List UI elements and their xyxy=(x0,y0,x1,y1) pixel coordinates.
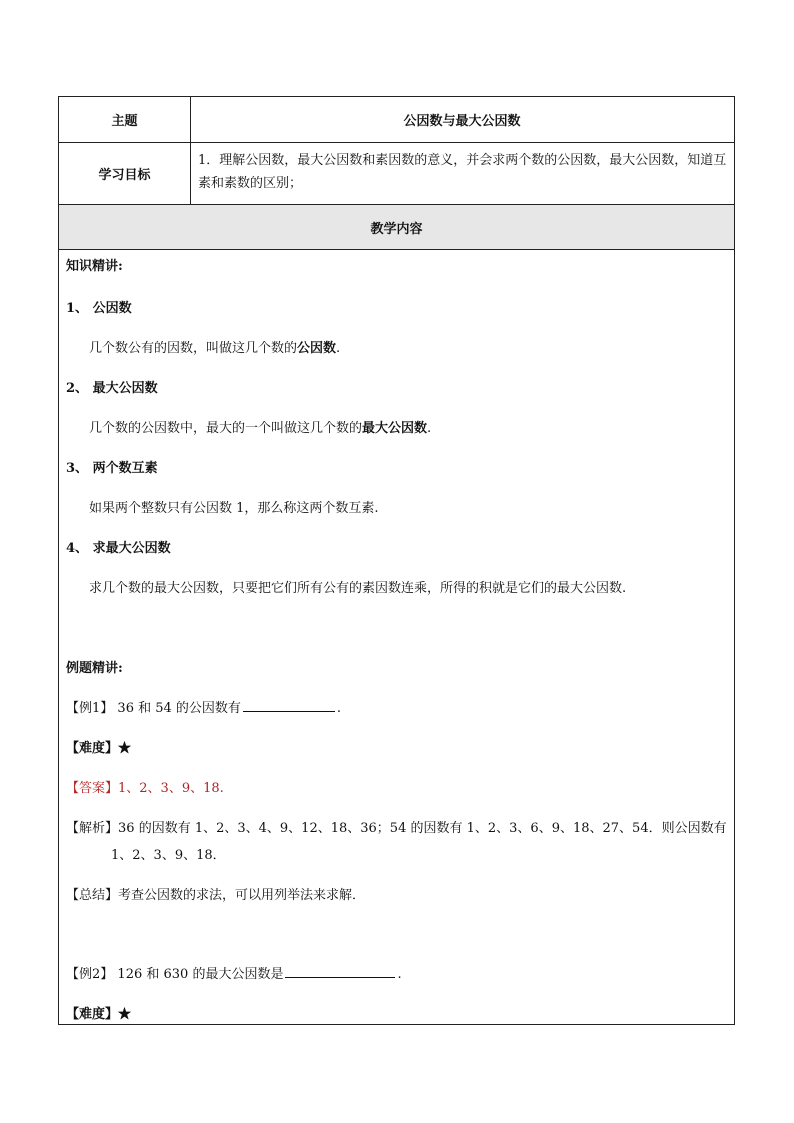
example-1-difficulty xyxy=(66,737,131,756)
item-number: 1、 xyxy=(66,301,89,316)
answer-text: 1、2、3、9、18. xyxy=(118,781,224,796)
content-label: 教学内容 xyxy=(370,221,423,237)
item-number: 2、 xyxy=(66,381,89,396)
goal-value: 1．理解公因数，最大公因数和素因数的意义，并会求两个数的公因数，最大公因数，知道互素和素数的区别； xyxy=(198,153,727,191)
goal-row xyxy=(59,143,734,205)
star-icon: ★ xyxy=(118,741,132,756)
examples-heading: 例题精讲: xyxy=(66,661,123,676)
question-text: 126 和 630 的最大公因数是 xyxy=(117,967,284,982)
question-text: 36 和 54 的公因数有 xyxy=(117,701,241,716)
knowledge-item-3-text xyxy=(89,497,379,516)
example-1-analysis-cont: 1、2、3、9、18． xyxy=(111,848,226,863)
knowledge-item-1-title xyxy=(66,297,132,316)
example-1-summary xyxy=(66,884,365,903)
analysis-text: 36 的因数有 1、2、3、4、9、12、18、36；54 的因数有 1、2、3、6、9、18、27、54．则公因数有 xyxy=(118,821,727,836)
summary-text: 考查公因数的求法，可以用列举法来求解． xyxy=(118,888,366,903)
example-2-question xyxy=(66,963,402,982)
knowledge-item-1-text xyxy=(89,337,340,356)
summary-tag: 【总结】 xyxy=(66,888,119,903)
item-text: 如果两个整数只有公因数 1，那么称这两个数互素 xyxy=(89,501,375,516)
item-title: 两个数互素 xyxy=(92,461,158,476)
topic-row xyxy=(59,97,734,143)
lesson-table xyxy=(58,96,735,1025)
knowledge-item-3-title xyxy=(66,457,158,476)
example-2-difficulty xyxy=(66,1003,131,1022)
item-number: 3、 xyxy=(66,461,89,476)
knowledge-item-2-title xyxy=(66,377,158,396)
topic-value: 公因数与最大公因数 xyxy=(403,114,521,129)
example-1-analysis xyxy=(66,817,727,836)
difficulty-tag: 【难度】 xyxy=(66,1007,119,1022)
item-number: 4、 xyxy=(66,541,89,556)
item-title: 公因数 xyxy=(92,301,132,316)
item-text: 求几个数的最大公因数，只要把它们所有公有的素因数连乘，所得的积就是它们的最大公因数 xyxy=(89,581,623,596)
knowledge-item-2-text xyxy=(89,417,431,436)
question-end: . xyxy=(336,701,342,716)
item-title: 最大公因数 xyxy=(92,381,158,396)
item-text: 几个数的公因数中，最大的一个叫做这几个数的 xyxy=(89,421,363,436)
question-end: . xyxy=(397,967,402,982)
item-end: . xyxy=(427,421,432,436)
star-icon: ★ xyxy=(118,1007,132,1022)
example-tag: 【例2】 xyxy=(66,967,114,982)
item-text: 几个数公有的因数，叫做这几个数的 xyxy=(89,341,298,356)
topic-label: 主题 xyxy=(59,97,191,142)
answer-blank xyxy=(243,699,335,712)
knowledge-item-4-text xyxy=(89,577,626,596)
goal-label: 学习目标 xyxy=(59,143,191,204)
analysis-tag: 【解析】 xyxy=(66,821,119,836)
knowledge-heading: 知识精讲: xyxy=(66,259,123,274)
item-title: 求最大公因数 xyxy=(92,541,171,556)
example-1-question xyxy=(66,697,341,716)
item-end: . xyxy=(374,501,379,516)
difficulty-tag: 【难度】 xyxy=(66,741,119,756)
item-end: . xyxy=(336,341,341,356)
example-tag: 【例1】 xyxy=(66,701,114,716)
item-end: . xyxy=(622,581,627,596)
content-header-row xyxy=(59,205,734,250)
knowledge-item-4-title xyxy=(66,537,171,556)
answer-blank xyxy=(285,965,395,978)
example-1-answer xyxy=(66,777,224,796)
item-bold-term: 公因数 xyxy=(297,341,337,356)
item-bold-term: 最大公因数 xyxy=(362,421,428,436)
answer-tag: 【答案】 xyxy=(66,781,119,796)
